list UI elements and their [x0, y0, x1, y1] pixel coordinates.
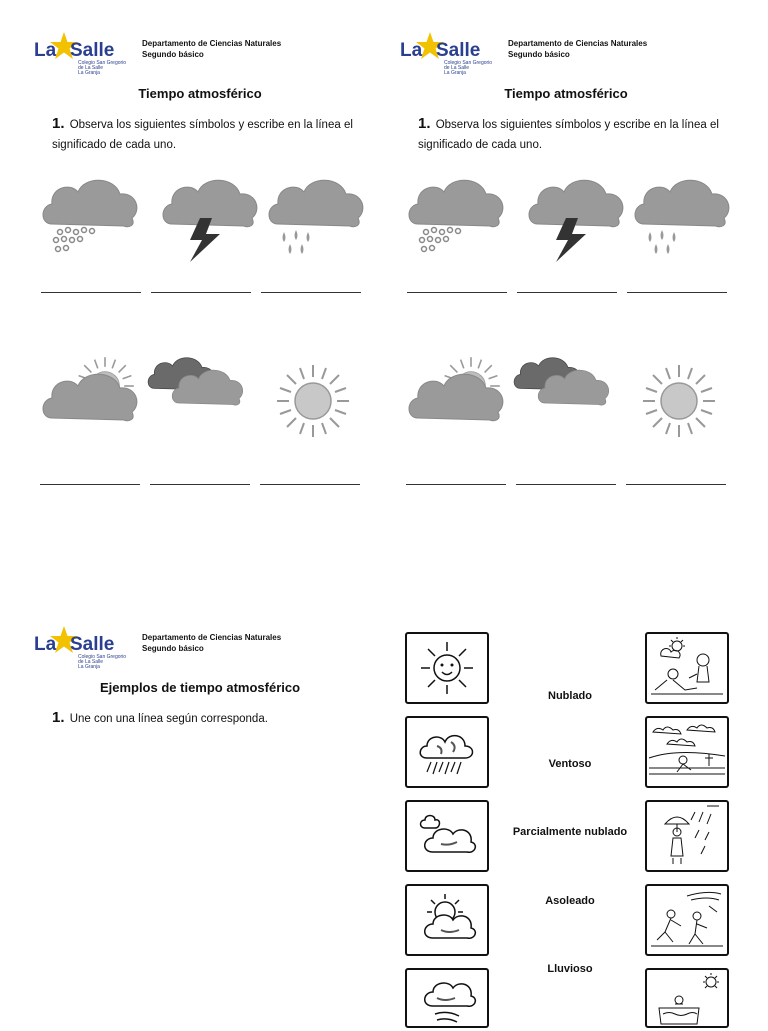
partly-sunny-icon	[406, 356, 506, 428]
symbol-box-windy[interactable]	[405, 968, 489, 1028]
answer-line[interactable]	[406, 484, 506, 485]
sunny-children-scene-icon	[647, 634, 727, 702]
instruction: 1. Une con una línea según corresponda.	[52, 709, 268, 726]
storm-cloud-icon	[526, 172, 626, 262]
page-title: Tiempo atmosférico	[504, 86, 628, 101]
answer-line[interactable]	[40, 484, 140, 485]
scene-box-sunny-picnic[interactable]	[645, 632, 729, 704]
answer-line[interactable]	[516, 484, 616, 485]
rain-cloud-icon	[407, 718, 487, 786]
answer-line[interactable]	[151, 292, 251, 293]
answer-line[interactable]	[627, 292, 727, 293]
rain-cloud-icon	[266, 172, 366, 262]
sun-icon	[268, 358, 358, 444]
symbol-box-rain[interactable]	[405, 716, 489, 788]
windy-children-scene-icon	[647, 886, 727, 954]
answer-line[interactable]	[517, 292, 617, 293]
word-ventoso: Ventoso	[548, 758, 592, 770]
department-header: Departamento de Ciencias Naturales Segundo básico	[508, 39, 648, 59]
instruction: 1. Observa los siguientes símbolos y escribe en la línea el significado de cada uno.	[52, 115, 353, 151]
page-title: Ejemplos de tiempo atmosférico	[99, 680, 301, 695]
cloudy-icon	[146, 356, 246, 416]
rain-umbrella-scene-icon	[647, 802, 727, 870]
sunny-pool-scene-icon	[647, 970, 727, 1026]
partly-cloudy-icon	[407, 886, 487, 954]
word-nublado: Nublado	[548, 690, 592, 702]
windy-cloud-icon	[407, 970, 487, 1026]
cloudy-icon	[512, 356, 612, 416]
hail-cloud-icon	[406, 172, 506, 262]
cloudy-landscape-scene-icon	[647, 718, 727, 786]
sun-icon	[634, 358, 724, 444]
scene-box-rain-umbrella[interactable]	[645, 800, 729, 872]
answer-line[interactable]	[407, 292, 507, 293]
hail-cloud-icon	[40, 172, 140, 262]
la-salle-logo: La Salle Colegio San Gregorio de La Salle La Granja	[34, 632, 134, 674]
page-title: Tiempo atmosférico	[138, 86, 262, 101]
partly-sunny-icon	[40, 356, 140, 428]
la-salle-logo: La Salle Colegio San Gregorio de La Salle La Granja	[34, 38, 134, 80]
word-parcialmente-nublado: Parcialmente nublado	[512, 826, 628, 838]
symbol-box-partly-cloudy[interactable]	[405, 884, 489, 956]
rain-cloud-icon	[632, 172, 732, 262]
answer-line[interactable]	[150, 484, 250, 485]
cloudy-icon	[407, 802, 487, 870]
answer-line[interactable]	[626, 484, 726, 485]
storm-cloud-icon	[160, 172, 260, 262]
department-header: Departamento de Ciencias Naturales Segundo básico	[142, 39, 282, 59]
symbol-box-cloudy[interactable]	[405, 800, 489, 872]
scene-box-cloudy-field[interactable]	[645, 716, 729, 788]
scene-box-windy-kids[interactable]	[645, 884, 729, 956]
answer-line[interactable]	[261, 292, 361, 293]
answer-line[interactable]	[260, 484, 360, 485]
word-asoleado: Asoleado	[545, 895, 595, 907]
symbol-box-sun[interactable]	[405, 632, 489, 704]
la-salle-logo: La Salle Colegio San Gregorio de La Salle La Granja	[400, 38, 500, 80]
smiling-sun-icon	[407, 634, 487, 702]
answer-line[interactable]	[41, 292, 141, 293]
word-lluvioso: Lluvioso	[547, 963, 593, 975]
department-header: Departamento de Ciencias Naturales Segundo básico	[142, 633, 282, 653]
instruction: 1. Observa los siguientes símbolos y escribe en la línea el significado de cada uno.	[418, 115, 719, 151]
scene-box-sunny-pool[interactable]	[645, 968, 729, 1028]
